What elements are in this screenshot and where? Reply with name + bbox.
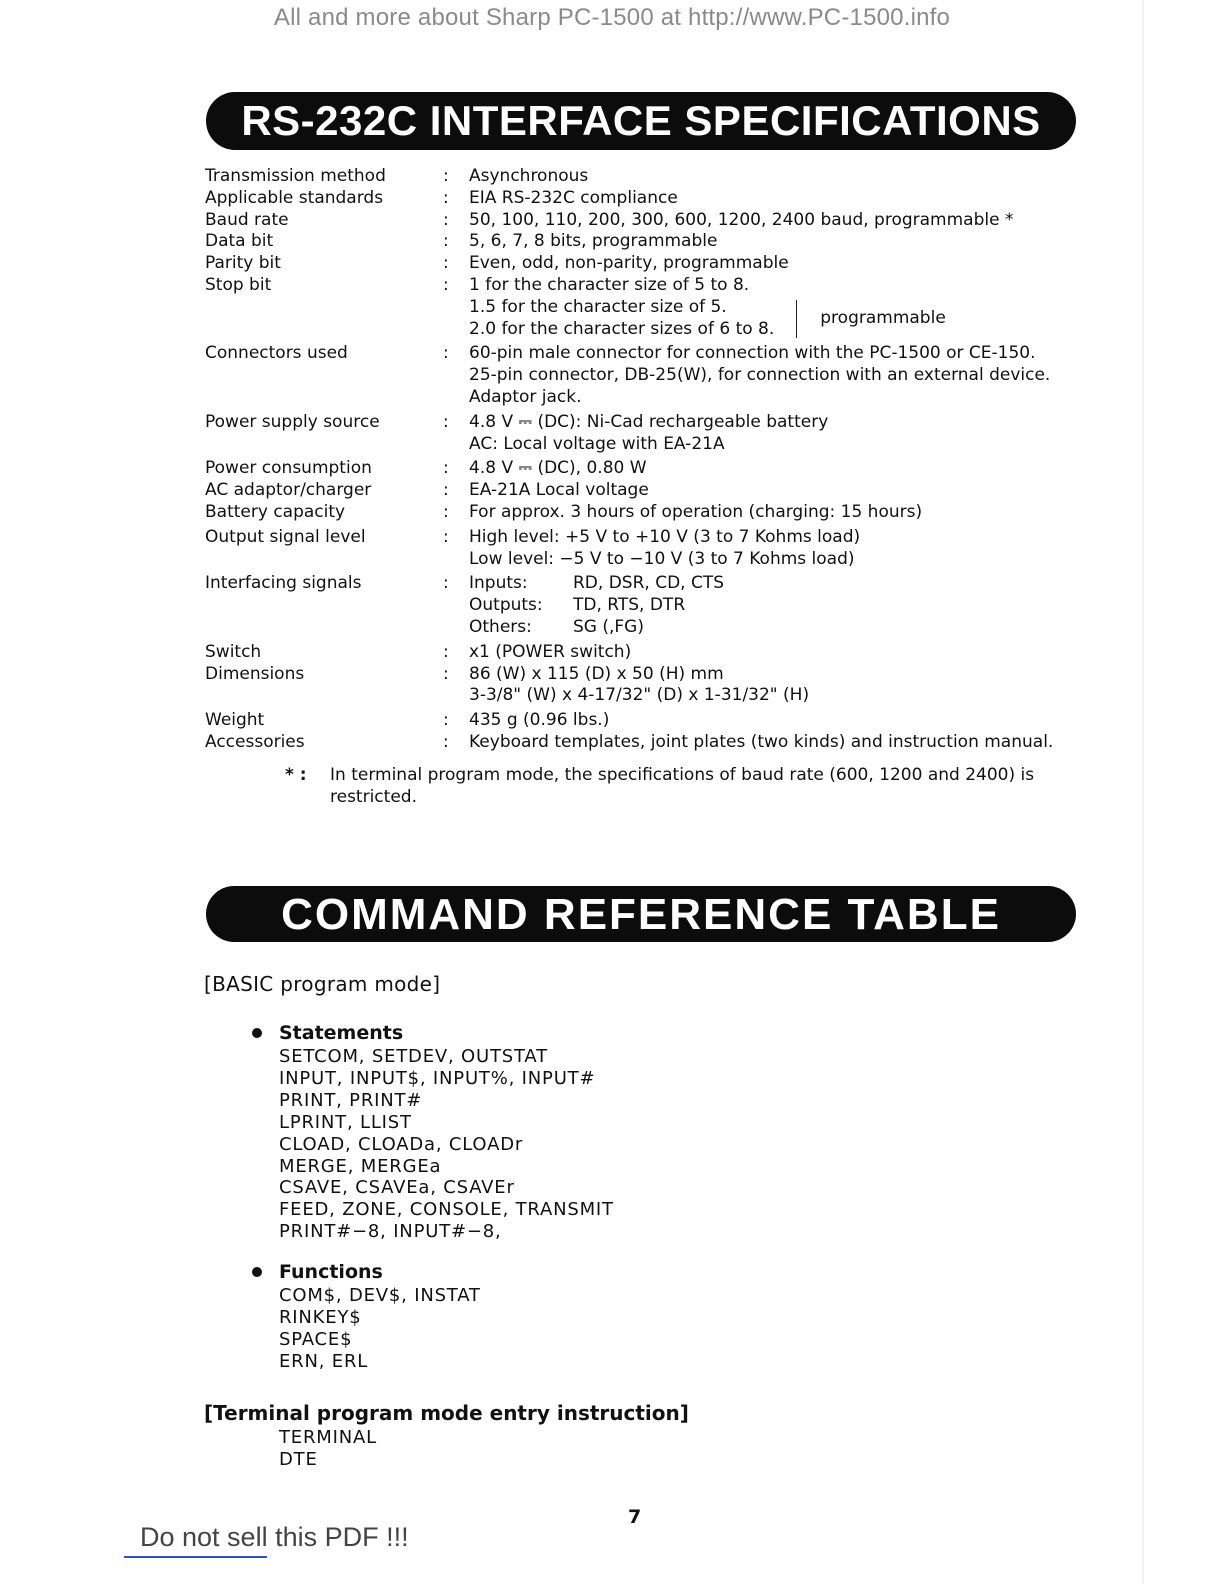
spec-value: Keyboard templates, joint plates (two kinds) and instruction manual. — [469, 731, 1054, 752]
spec-colon: : — [443, 411, 449, 432]
rs232-title-banner: RS-232C INTERFACE SPECIFICATIONS — [206, 92, 1076, 150]
spec-colon: : — [443, 731, 449, 752]
spec-value: x1 (POWER switch) — [469, 641, 632, 662]
command-line: LPRINT, LLIST — [279, 1111, 412, 1133]
signal-list: SG (,FG) — [573, 616, 644, 637]
signal-list: TD, RTS, DTR — [573, 595, 686, 616]
spec-value: Asynchronous — [469, 166, 589, 186]
spec-row-interfacing — [205, 573, 1085, 638]
spec-row — [205, 458, 1085, 480]
command-line: SETCOM, SETDEV, OUTSTAT — [279, 1046, 548, 1067]
spec-row — [205, 502, 1085, 524]
spec-colon: : — [443, 231, 449, 252]
spec-row — [205, 412, 1085, 456]
spec-value: 2.0 for the character sizes of 6 to 8. — [469, 318, 775, 339]
spec-value: 3-3/8" (W) x 4-17/32" (D) x 1-31/32" (H) — [469, 685, 810, 706]
command-line: COM$, DEV$, INSTAT — [279, 1285, 481, 1306]
spec-value: EIA RS-232C compliance — [469, 187, 678, 208]
spec-value: 60-pin male connector for connection with the PC-1500 or CE-150. — [469, 343, 1036, 364]
spec-colon: : — [443, 480, 449, 501]
command-reference-title-banner: COMMAND REFERENCE TABLE — [206, 886, 1076, 942]
header-note: All and more about Sharp PC-1500 at http://www.PC-1500.info — [273, 4, 951, 31]
spec-row — [205, 188, 1085, 210]
spec-value: 25-pin connector, DB-25(W), for connection with an external device. — [469, 365, 1051, 386]
spec-value: 5, 6, 7, 8 bits, programmable — [469, 231, 718, 252]
command-line: ERN, ERL — [279, 1350, 369, 1372]
spec-label: Weight — [205, 710, 265, 731]
statements-title: Statements — [279, 1022, 404, 1044]
command-line: DTE — [279, 1449, 318, 1470]
signal-group-name: Inputs: — [469, 573, 528, 594]
spec-row — [205, 166, 1085, 188]
spec-value: 86 (W) x 115 (D) x 50 (H) mm — [469, 663, 724, 684]
spec-label: Parity bit — [205, 253, 281, 274]
spec-colon: : — [443, 209, 449, 230]
spec-colon: : — [443, 253, 449, 274]
spec-value: Adaptor jack. — [469, 386, 582, 407]
basic-mode-heading: [BASIC program mode] — [204, 972, 441, 996]
signal-group-name: Others: — [469, 616, 532, 637]
spec-label: Baud rate — [205, 209, 289, 230]
spec-label: Connectors used — [205, 343, 348, 364]
spec-row — [205, 480, 1085, 502]
spec-colon: : — [443, 526, 449, 547]
terminal-commands — [279, 1427, 377, 1471]
footer-underline — [124, 1556, 267, 1558]
page-edge-shade — [1142, 0, 1144, 1584]
spec-label: Power consumption — [205, 458, 372, 479]
spec-colon: : — [443, 187, 449, 208]
footnote-text: In terminal program mode, the specifications of baud rate (600, 1200 and 2400) is restricted. — [330, 765, 1035, 807]
command-line: SPACE$ — [279, 1328, 353, 1350]
spec-row — [205, 527, 1085, 571]
spec-value: EA-21A Local voltage — [469, 480, 649, 501]
spec-row — [205, 343, 1085, 408]
spec-value: Even, odd, non-parity, programmable — [469, 253, 789, 274]
spec-colon: : — [443, 343, 449, 364]
spec-row — [205, 231, 1085, 253]
spec-row — [205, 642, 1085, 664]
functions-title: Functions — [279, 1261, 383, 1283]
spec-table — [205, 166, 1085, 754]
baud-rate-footnote — [285, 764, 1085, 808]
signal-group-name: Outputs: — [469, 595, 543, 616]
spec-value: 50, 100, 110, 200, 300, 600, 1200, 2400 baud, programmable * — [469, 209, 1014, 230]
footnote-mark: * : — [285, 765, 307, 785]
spec-value: For approx. 3 hours of operation (charging: 15 hours) — [469, 501, 923, 522]
command-line: TERMINAL — [279, 1427, 377, 1448]
spec-label: Interfacing signals — [205, 573, 362, 594]
spec-label: Power supply source — [205, 411, 380, 432]
spec-label: AC adaptor/charger — [205, 480, 372, 501]
page-number: 7 — [628, 1506, 642, 1528]
spec-colon: : — [443, 501, 449, 522]
spec-value: 435 g (0.96 lbs.) — [469, 710, 610, 731]
command-line: PRINT, PRINT# — [279, 1089, 423, 1111]
brace-mark — [796, 300, 810, 338]
spec-row — [205, 732, 1085, 754]
spec-label: Transmission method — [205, 166, 386, 186]
command-line: PRINT#−8, INPUT#−8, — [279, 1221, 502, 1243]
spec-label: Accessories — [205, 731, 305, 752]
spec-colon: : — [443, 641, 449, 662]
programmable-note: programmable — [820, 307, 946, 328]
spec-row — [205, 210, 1085, 232]
spec-colon: : — [443, 274, 449, 295]
spec-label: Dimensions — [205, 663, 305, 684]
spec-value: 1.5 for the character size of 5. — [469, 296, 727, 317]
spec-label: Applicable standards — [205, 187, 384, 208]
bullet-icon — [252, 1028, 262, 1038]
spec-label: Switch — [205, 641, 262, 662]
spec-value: AC: Local voltage with EA-21A — [469, 433, 725, 454]
spec-value: High level: +5 V to +10 V (3 to 7 Kohms load) — [469, 526, 861, 547]
spec-value: 1 for the character size of 5 to 8. — [469, 274, 750, 295]
spec-label: Battery capacity — [205, 501, 346, 522]
bullet-icon — [252, 1267, 262, 1277]
command-line: CLOAD, CLOADa, CLOADr — [279, 1133, 524, 1155]
spec-value: Low level: −5 V to −10 V (3 to 7 Kohms load) — [469, 548, 855, 569]
statements-group — [252, 1020, 614, 1243]
command-line: INPUT, INPUT$, INPUT%, INPUT# — [279, 1067, 596, 1089]
spec-label: Data bit — [205, 231, 274, 252]
spec-colon: : — [443, 458, 449, 479]
terminal-mode-heading: [Terminal program mode entry instruction] — [204, 1401, 689, 1425]
spec-label: Stop bit — [205, 274, 272, 295]
spec-label: Output signal level — [205, 526, 366, 547]
spec-colon: : — [443, 710, 449, 731]
command-line: CSAVE, CSAVEa, CSAVEr — [279, 1177, 515, 1199]
spec-value: 4.8 V ⎓ (DC): Ni-Cad rechargeable battery — [469, 411, 829, 432]
spec-value: 4.8 V ⎓ (DC), 0.80 W — [469, 458, 647, 479]
signal-list: RD, DSR, CD, CTS — [573, 573, 725, 594]
functions-group — [252, 1259, 481, 1373]
footer-note: Do not sell this PDF !!! — [140, 1522, 409, 1552]
spec-row — [205, 710, 1085, 732]
spec-row-stop-bit — [205, 275, 1085, 340]
command-line: MERGE, MERGEa — [279, 1155, 442, 1177]
command-line: RINKEY$ — [279, 1306, 362, 1328]
spec-colon: : — [443, 166, 449, 186]
command-line: FEED, ZONE, CONSOLE, TRANSMIT — [279, 1199, 614, 1221]
spec-colon: : — [443, 663, 449, 684]
spec-row — [205, 253, 1085, 275]
spec-row — [205, 664, 1085, 708]
spec-colon: : — [443, 573, 449, 594]
